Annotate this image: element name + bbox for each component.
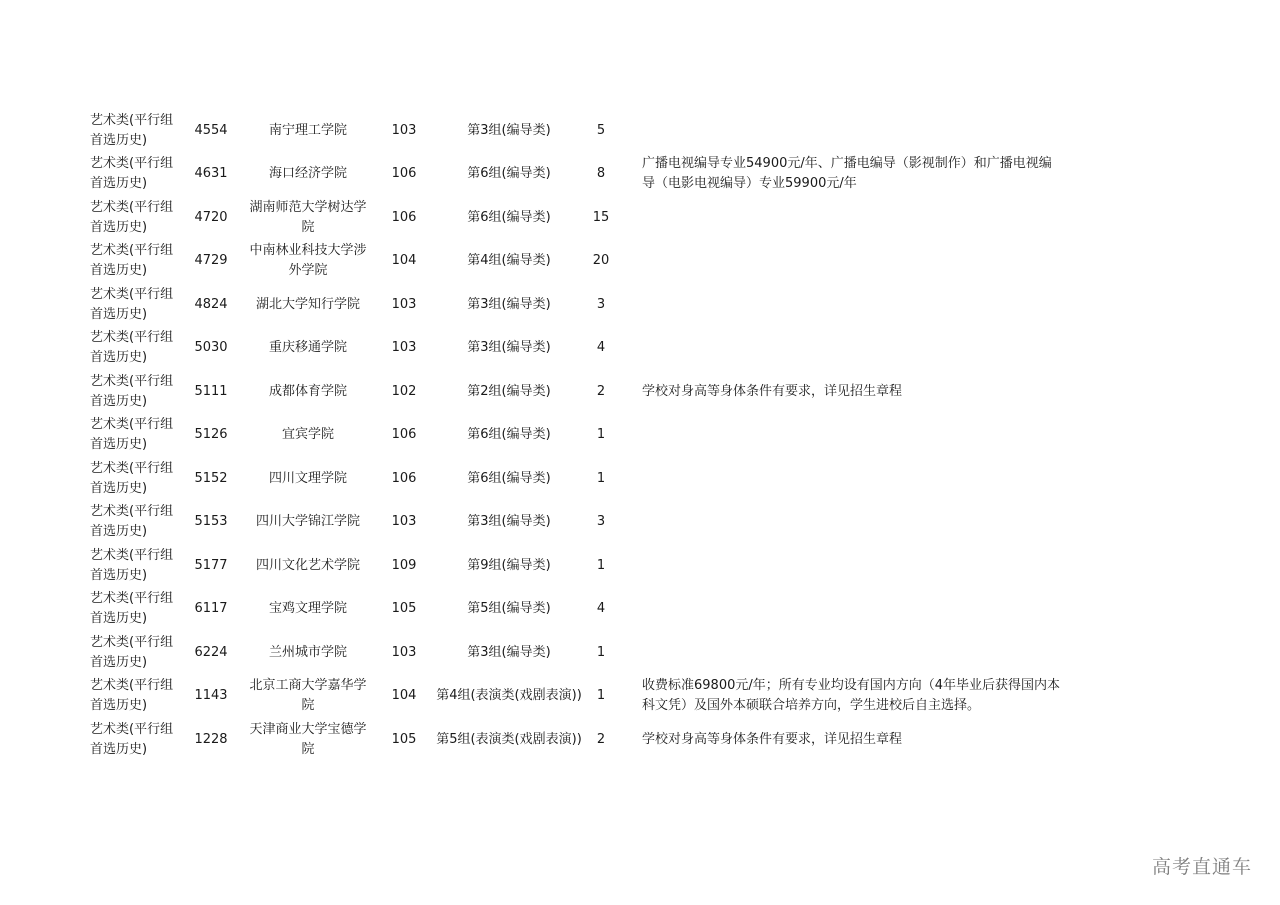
plan-count-cell: 1 (596, 427, 606, 443)
group-code-cell: 106 (391, 427, 417, 443)
school-name-cell: 北京工商大学嘉华学院 (249, 678, 367, 714)
group-name-cell: 第4组(编导类) (467, 253, 551, 269)
group-name-cell: 第2组(编导类) (467, 383, 551, 399)
school-code-cell: 4720 (194, 209, 228, 225)
table-row (84, 196, 1062, 240)
school-code-cell: 5126 (194, 427, 228, 443)
table-row (84, 588, 1062, 632)
category-cell: 艺术类(平行组首选历史) (90, 243, 174, 279)
table-row (84, 153, 1062, 197)
category-cell: 艺术类(平行组首选历史) (90, 460, 174, 496)
plan-count-cell: 4 (596, 340, 606, 356)
note-cell (620, 109, 1062, 153)
school-code-cell: 5177 (194, 557, 228, 573)
school-name-cell: 南宁理工学院 (268, 122, 347, 138)
plan-count-cell: 1 (596, 557, 606, 573)
table-body (84, 109, 1062, 762)
group-code-cell: 106 (391, 470, 417, 486)
school-name-cell: 兰州城市学院 (268, 644, 347, 660)
group-name-cell: 第6组(编导类) (467, 166, 551, 182)
category-cell: 艺术类(平行组首选历史) (90, 286, 174, 322)
table-row (84, 327, 1062, 371)
school-code-cell: 4631 (194, 166, 228, 182)
table-row (84, 631, 1062, 675)
group-code-cell: 103 (391, 340, 417, 356)
table-row (84, 501, 1062, 545)
note-cell: 广播电视编导专业54900元/年、广播电编导（影视制作）和广播电视编导（电影电视编导）专业59900元/年 (642, 156, 1052, 192)
note-cell (620, 631, 1062, 675)
note-cell (620, 457, 1062, 501)
plan-count-cell: 4 (596, 601, 606, 617)
category-cell: 艺术类(平行组首选历史) (90, 199, 174, 235)
school-name-cell: 湖北大学知行学院 (255, 296, 360, 312)
category-cell: 艺术类(平行组首选历史) (90, 721, 174, 757)
school-code-cell: 5153 (194, 514, 228, 530)
group-name-cell: 第6组(编导类) (467, 209, 551, 225)
school-code-cell: 1228 (194, 731, 228, 747)
table-row (84, 718, 1062, 762)
plan-count-cell: 1 (596, 688, 606, 704)
group-name-cell: 第6组(编导类) (467, 470, 551, 486)
table-row (84, 283, 1062, 327)
school-name-cell: 四川文化艺术学院 (255, 557, 360, 573)
category-cell: 艺术类(平行组首选历史) (90, 504, 174, 540)
group-name-cell: 第3组(编导类) (467, 340, 551, 356)
school-name-cell: 宜宾学院 (281, 427, 334, 443)
table-row (84, 675, 1062, 719)
group-code-cell: 109 (391, 557, 417, 573)
plan-count-cell: 2 (596, 383, 606, 399)
group-code-cell: 103 (391, 514, 417, 530)
school-code-cell: 4729 (194, 253, 228, 269)
plan-count-cell: 2 (596, 731, 606, 747)
table-row (84, 240, 1062, 284)
category-cell: 艺术类(平行组首选历史) (90, 591, 174, 627)
group-code-cell: 104 (391, 253, 417, 269)
school-name-cell: 天津商业大学宝德学院 (249, 721, 367, 757)
note-cell (620, 544, 1062, 588)
group-name-cell: 第5组(表演类(戏剧表演)) (436, 731, 582, 747)
note-cell (620, 327, 1062, 371)
note-cell (620, 414, 1062, 458)
group-name-cell: 第3组(编导类) (467, 296, 551, 312)
category-cell: 艺术类(平行组首选历史) (90, 156, 174, 192)
plan-count-cell: 1 (596, 644, 606, 660)
table-row (84, 414, 1062, 458)
school-name-cell: 海口经济学院 (268, 166, 347, 182)
school-name-cell: 中南林业科技大学涉外学院 (249, 243, 367, 279)
group-name-cell: 第5组(编导类) (467, 601, 551, 617)
note-cell (620, 240, 1062, 284)
group-code-cell: 103 (391, 644, 417, 660)
note-cell: 学校对身高等身体条件有要求，详见招生章程 (642, 383, 903, 399)
plan-count-cell: 1 (596, 470, 606, 486)
table-row (84, 457, 1062, 501)
school-code-cell: 6117 (194, 601, 228, 617)
category-cell: 艺术类(平行组首选历史) (90, 547, 174, 583)
plan-count-cell: 3 (596, 514, 606, 530)
table-row (84, 370, 1062, 414)
category-cell: 艺术类(平行组首选历史) (90, 330, 174, 366)
group-code-cell: 102 (391, 383, 417, 399)
school-code-cell: 5030 (194, 340, 228, 356)
school-code-cell: 4824 (194, 296, 228, 312)
admission-plan-table (84, 109, 1062, 762)
group-name-cell: 第3组(编导类) (467, 122, 551, 138)
school-code-cell: 5111 (194, 383, 228, 399)
school-name-cell: 宝鸡文理学院 (268, 601, 347, 617)
school-code-cell: 1143 (194, 688, 228, 704)
group-code-cell: 106 (391, 166, 417, 182)
plan-count-cell: 20 (592, 253, 610, 269)
category-cell: 艺术类(平行组首选历史) (90, 112, 174, 148)
group-name-cell: 第3组(编导类) (467, 514, 551, 530)
category-cell: 艺术类(平行组首选历史) (90, 634, 174, 670)
table-row (84, 544, 1062, 588)
plan-count-cell: 8 (596, 166, 606, 182)
group-code-cell: 105 (391, 731, 417, 747)
note-cell (620, 283, 1062, 327)
school-name-cell: 成都体育学院 (268, 383, 347, 399)
school-name-cell: 湖南师范大学树达学院 (249, 199, 367, 235)
school-name-cell: 四川文理学院 (268, 470, 347, 486)
note-cell: 学校对身高等身体条件有要求，详见招生章程 (642, 731, 903, 747)
group-name-cell: 第9组(编导类) (467, 557, 551, 573)
school-code-cell: 5152 (194, 470, 228, 486)
note-cell (620, 588, 1062, 632)
category-cell: 艺术类(平行组首选历史) (90, 678, 174, 714)
group-name-cell: 第3组(编导类) (467, 644, 551, 660)
group-name-cell: 第6组(编导类) (467, 427, 551, 443)
school-code-cell: 6224 (194, 644, 228, 660)
note-cell (620, 501, 1062, 545)
group-code-cell: 103 (391, 122, 417, 138)
table-row (84, 109, 1062, 153)
plan-count-cell: 3 (596, 296, 606, 312)
group-code-cell: 105 (391, 601, 417, 617)
group-name-cell: 第4组(表演类(戏剧表演)) (436, 688, 582, 704)
plan-count-cell: 5 (596, 122, 606, 138)
school-name-cell: 重庆移通学院 (268, 340, 347, 356)
school-name-cell: 四川大学锦江学院 (255, 514, 360, 530)
group-code-cell: 106 (391, 209, 417, 225)
category-cell: 艺术类(平行组首选历史) (90, 417, 174, 453)
category-cell: 艺术类(平行组首选历史) (90, 373, 174, 409)
group-code-cell: 103 (391, 296, 417, 312)
plan-count-cell: 15 (592, 209, 610, 225)
note-cell: 收费标准69800元/年；所有专业均设有国内方向（4年毕业后获得国内本科文凭）及国外本硕联合培养方向，学生进校后自主选择。 (642, 678, 1061, 714)
group-code-cell: 104 (391, 688, 417, 704)
watermark-text: 高考直通车 (1151, 856, 1252, 878)
school-code-cell: 4554 (194, 122, 228, 138)
note-cell (620, 196, 1062, 240)
